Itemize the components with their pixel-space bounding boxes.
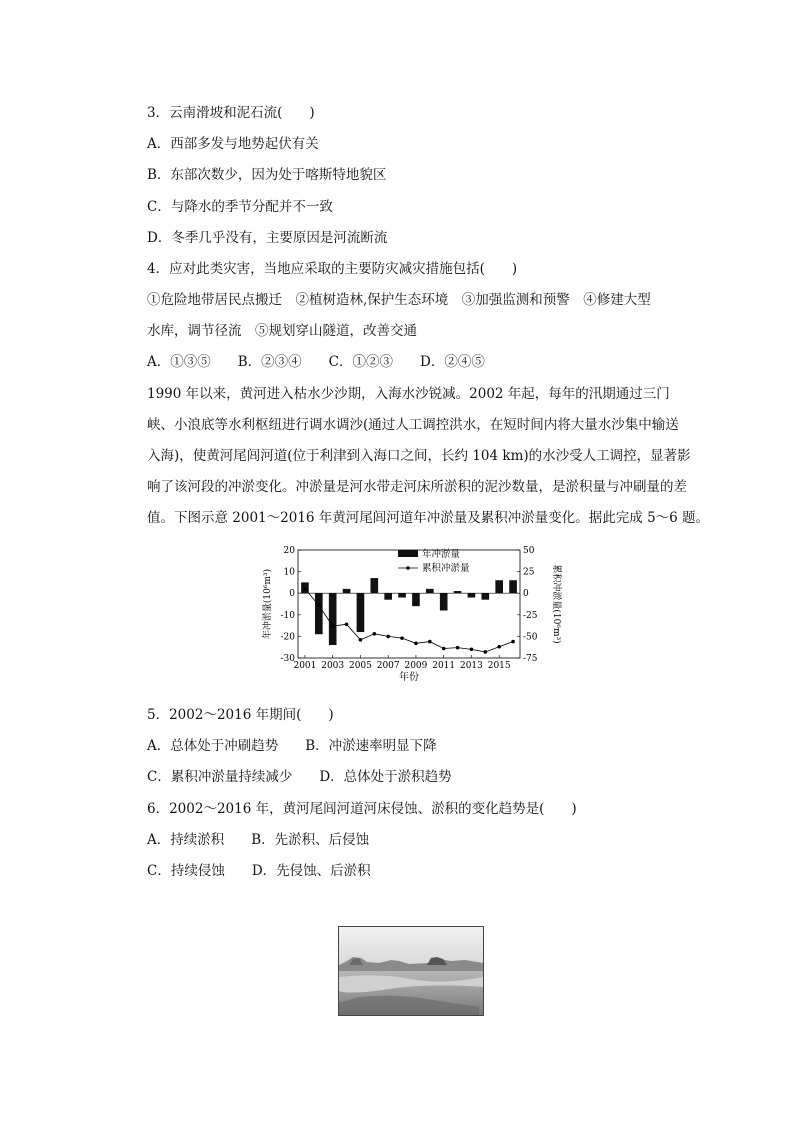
point-cumulative — [303, 587, 307, 591]
x-tick-label: 2003 — [321, 661, 345, 671]
right-tick-label: -50 — [523, 632, 538, 643]
left-axis-label: 年冲淤量(10⁶m³) — [263, 568, 273, 640]
bar-annual — [384, 593, 392, 599]
landscape-photo — [338, 926, 484, 1016]
point-cumulative — [331, 624, 335, 628]
right-tick-label: 50 — [523, 546, 535, 556]
x-tick-label: 2009 — [404, 661, 428, 671]
point-cumulative — [414, 642, 418, 646]
point-cumulative — [456, 646, 460, 650]
left-tick-label: -30 — [280, 654, 295, 664]
x-tick-label: 2011 — [432, 661, 456, 671]
bar-annual — [398, 593, 406, 597]
x-tick-label: 2001 — [293, 661, 317, 671]
q4-options: A．①③⑤ B．②③④ C．①②③ D．②④⑤ — [147, 354, 485, 370]
bar-annual — [509, 580, 517, 593]
q4-items-line1: ①危险地带居民点搬迁 ②植树造林,保护生态环境 ③加强监测和预警 ④修建大型 — [147, 292, 651, 308]
x-tick-label: 2015 — [487, 661, 511, 671]
point-cumulative — [511, 640, 515, 644]
q4-items-line2: 水库，调节径流 ⑤规划穿山隧道，改善交通 — [147, 323, 417, 339]
point-cumulative — [470, 648, 474, 652]
right-tick-label: 25 — [523, 567, 535, 578]
bar-annual — [412, 593, 420, 606]
right-tick-label: -25 — [523, 610, 538, 621]
point-cumulative — [497, 645, 501, 649]
q3-stem: 3．云南滑坡和泥石流( ) — [147, 105, 315, 121]
q5-stem: 5．2002～2016 年期间( ) — [147, 707, 334, 723]
passage-line4: 响了该河段的冲淤变化。冲淤量是河水带走河床所淤积的泥沙数量，是淤积量与冲刷量的差 — [147, 479, 687, 495]
left-tick-label: 20 — [283, 546, 295, 556]
left-tick-label: 0 — [289, 589, 295, 600]
right-axis-label: 累积冲淤量(10⁶m³) — [551, 564, 561, 644]
bar-annual — [426, 589, 434, 593]
legend-bar-label: 年冲淤量 — [422, 549, 461, 560]
point-cumulative — [345, 623, 349, 627]
q6-options-line1: A．持续淤积 B．先淤积、后侵蚀 — [147, 832, 370, 848]
q3-option-a: A．西部多发与地势起伏有关 — [147, 136, 319, 152]
passage-line3: 入海)，使黄河尾闾河道(位于利津到入海口之间，长约 104 km)的水沙受人工调控，显著影 — [147, 448, 691, 464]
left-tick-label: 10 — [283, 567, 295, 578]
bar-annual — [440, 593, 448, 610]
point-cumulative — [400, 636, 404, 640]
q6-stem: 6．2002～2016 年，黄河尾闾河道河床侵蚀、淤积的变化趋势是( ) — [147, 801, 577, 817]
passage-line1: 1990 年以来，黄河进入枯水少沙期，入海水沙锐减。2002 年起，每年的汛期通过三门 — [147, 386, 670, 402]
q3-option-b: B．东部次数少，因为处于喀斯特地貌区 — [147, 167, 387, 183]
point-cumulative — [373, 632, 377, 636]
q3-option-c: C．与降水的季节分配并不一致 — [147, 199, 333, 215]
point-cumulative — [359, 638, 363, 642]
passage-line5: 值。下图示意 2001～2016 年黄河尾闾河道年冲淤量及累积冲淤量变化。据此完成 5～6 题。 — [147, 510, 710, 526]
right-tick-label: 0 — [523, 589, 529, 600]
point-cumulative — [317, 603, 321, 607]
bar-annual — [315, 593, 323, 634]
q4-stem: 4．应对此类灾害，当地应采取的主要防灾减灾措施包括( ) — [147, 261, 518, 277]
bar-annual — [495, 580, 503, 593]
sediment-chart — [258, 540, 561, 690]
passage-line2: 峡、小浪底等水利枢纽进行调水调沙(通过人工调控洪水，在短时间内将大量水沙集中输送 — [147, 417, 679, 433]
x-tick-label: 2005 — [348, 661, 372, 671]
q6-options-line2: C．持续侵蚀 D．先侵蚀、后淤积 — [147, 863, 371, 879]
x-tick-label: 2013 — [459, 661, 483, 671]
bar-annual — [481, 593, 489, 599]
right-tick-label: -75 — [523, 654, 538, 664]
legend-line-label: 累积冲淤量 — [422, 563, 470, 574]
point-cumulative — [386, 635, 390, 639]
x-axis-label: 年份 — [399, 672, 419, 683]
legend-bar-swatch — [398, 550, 418, 557]
x-tick-label: 2007 — [376, 661, 400, 671]
q5-options-line2: C．累积冲淤量持续减少 D．总体处于淤积趋势 — [147, 769, 452, 785]
bar-annual — [357, 593, 365, 632]
point-cumulative — [484, 650, 488, 654]
bar-annual — [343, 589, 351, 593]
point-cumulative — [428, 640, 432, 644]
q5-options-line1: A．总体处于冲刷趋势 B．冲淤速率明显下降 — [147, 738, 437, 754]
left-tick-label: -20 — [280, 632, 295, 643]
bar-annual — [329, 593, 337, 645]
bar-annual — [454, 591, 462, 593]
left-tick-label: -10 — [280, 610, 295, 621]
q3-option-d: D．冬季几乎没有，主要原因是河流断流 — [147, 230, 388, 246]
bar-annual — [370, 578, 378, 593]
point-cumulative — [442, 647, 446, 651]
bar-annual — [468, 593, 476, 597]
legend-line-marker — [406, 566, 410, 570]
